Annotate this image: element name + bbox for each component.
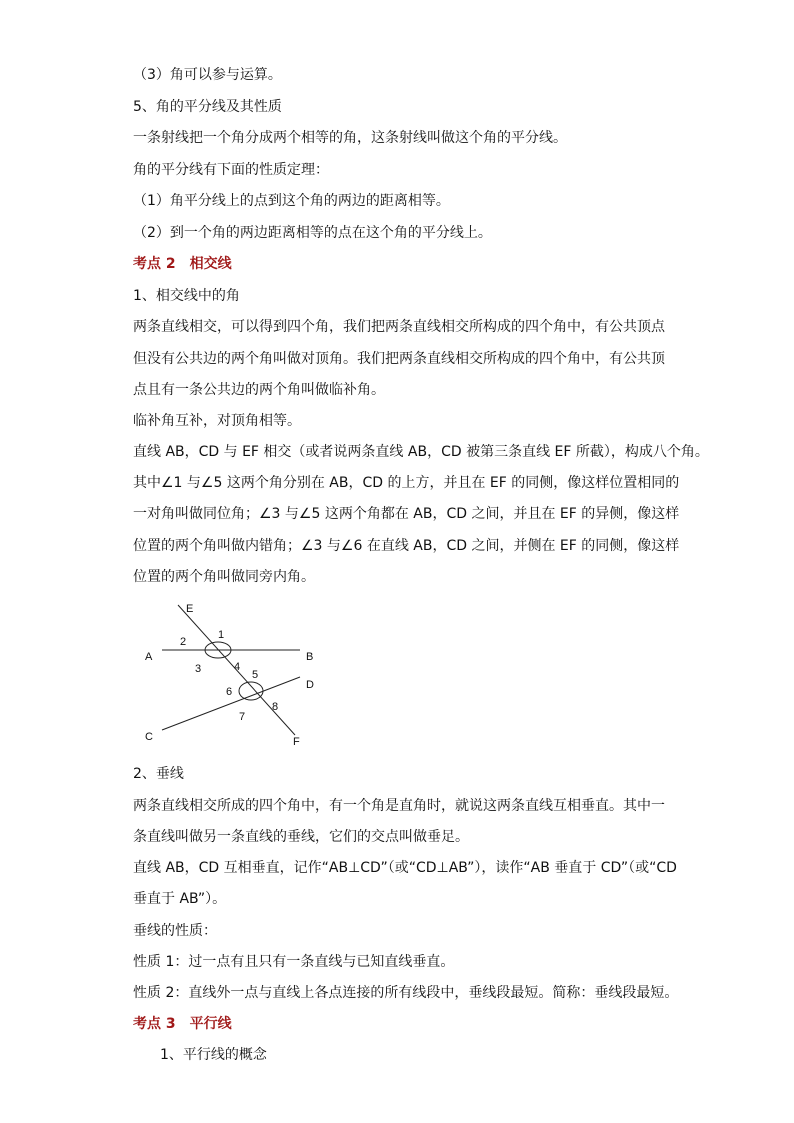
text-line: 但没有公共边的两个角叫做对顶角。我们把两条直线相交所构成的四个角中，有公共顶 <box>133 351 665 367</box>
angle-label-7: 7 <box>239 711 246 723</box>
text-line: 直线 AB，CD 与 EF 相交（或者说两条直线 AB，CD 被第三条直线 EF 所截），构成八个角。 <box>133 444 709 460</box>
point-label-f: F <box>293 736 300 748</box>
text-line: 垂线的性质： <box>133 923 217 939</box>
text-line: 一对角叫做同位角；∠3 与∠5 这两个角都在 AB，CD 之间，并且在 EF 的异侧，像这样 <box>133 506 680 522</box>
angle-label-1: 1 <box>218 629 225 641</box>
text-line: 角的平分线有下面的性质定理： <box>133 162 329 178</box>
point-label-d: D <box>306 679 314 691</box>
point-label-b: B <box>306 651 314 663</box>
text-line: 位置的两个角叫做内错角；∠3 与∠6 在直线 AB，CD 之间，并侧在 EF 的同侧，像这样 <box>133 538 680 554</box>
section-subheading: 5、角的平分线及其性质 <box>133 99 282 115</box>
text-line: （1）角平分线上的点到这个角的两边的距离相等。 <box>133 193 450 209</box>
text-line: 一条射线把一个角分成两个相等的角，这条射线叫做这个角的平分线。 <box>133 130 567 146</box>
point-label-e: E <box>186 603 194 615</box>
angle-label-2: 2 <box>180 636 187 648</box>
text-line: （3）角可以参与运算。 <box>133 67 282 83</box>
line-cd <box>162 677 300 730</box>
text-line: 性质 2：直线外一点与直线上各点连接的所有线段中，垂线段最短。简称：垂线段最短。 <box>133 985 679 1001</box>
point-label-a: A <box>145 651 153 663</box>
text-line: 其中∠1 与∠5 这两个角分别在 AB，CD 的上方，并且在 EF 的同侧，像这样位置相同的 <box>133 475 680 491</box>
text-line: 性质 1：过一点有且只有一条直线与已知直线垂直。 <box>133 954 455 970</box>
text-line: 两条直线相交，可以得到四个角，我们把两条直线相交所构成的四个角中，有公共顶点 <box>133 319 665 335</box>
angle-label-4: 4 <box>234 661 241 673</box>
text-line: （2）到一个角的两边距离相等的点在这个角的平分线上。 <box>133 225 492 241</box>
section-subheading: 1、平行线的概念 <box>160 1047 267 1063</box>
point-label-c: C <box>145 731 153 743</box>
text-line: 位置的两个角叫做同旁内角。 <box>133 569 315 585</box>
text-line: 直线 AB，CD 互相垂直，记作“AB⊥CD”（或“CD⊥AB”），读作“AB 垂直于 CD”（或“CD <box>133 860 677 876</box>
section-heading: 考点 2 相交线 <box>133 256 232 272</box>
text-line: 点且有一条公共边的两个角叫做临补角。 <box>133 382 385 398</box>
text-line: 临补角互补，对顶角相等。 <box>133 413 301 429</box>
angle-label-6: 6 <box>226 686 233 698</box>
angle-arc-lower <box>239 682 263 700</box>
text-line: 垂直于 AB”）。 <box>133 891 227 907</box>
section-subheading: 1、相交线中的角 <box>133 288 240 304</box>
section-heading: 考点 3 平行线 <box>133 1016 232 1032</box>
angle-label-8: 8 <box>272 701 279 713</box>
intersecting-lines-figure <box>140 600 340 750</box>
text-line: 两条直线相交所成的四个角中，有一个角是直角时，就说这两条直线互相垂直。其中一 <box>133 798 665 814</box>
section-subheading: 2、垂线 <box>133 766 184 782</box>
text-line: 条直线叫做另一条直线的垂线，它们的交点叫做垂足。 <box>133 829 469 845</box>
angle-label-5: 5 <box>252 669 259 681</box>
angle-label-3: 3 <box>195 663 202 675</box>
